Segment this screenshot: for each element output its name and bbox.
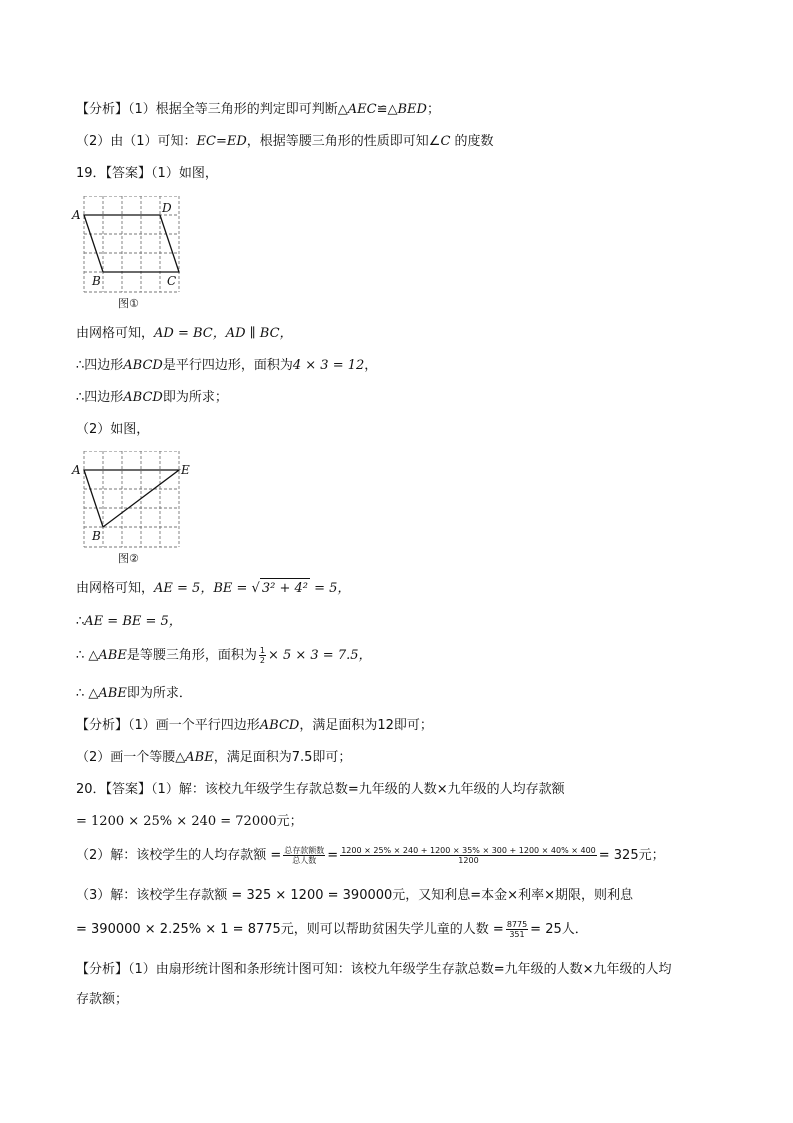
step-interest: = 390000 × 2.25% × 1 = 8775元，则可以帮助贫困失学儿童的人数 = $\frac{8775}{351}$ = 25人． — [76, 920, 588, 939]
figure-2-triangle — [70, 451, 190, 571]
label-a: A — [72, 463, 81, 477]
label-a: A — [72, 208, 81, 222]
answer-19-heading: 19．【答案】（1）如图， — [76, 166, 218, 181]
analysis-18-part2: （2）由（1）可知：EC=ED，根据等腰三角形的性质即可知∠C 的度数 — [76, 134, 494, 149]
analysis-18-part1: 【分析】（1）根据全等三角形的判定即可判断△AEC≌△BED； — [76, 102, 440, 117]
figure-1-parallelogram — [70, 196, 190, 316]
answer-20-heading: 20．【答案】（1）解：该校九年级学生存款总数=九年级的人数×九年级的人均存款额 — [76, 782, 565, 797]
analysis-19-part1: 【分析】（1）画一个平行四边形ABCD，满足面积为12即可； — [76, 718, 433, 733]
step-result-1: ∴四边形ABCD即为所求； — [76, 390, 228, 405]
step-isosceles: ∴ △ABE是等腰三角形，面积为 $\frac{1}{2}$ × 5 × 3 = 7.5， — [76, 646, 372, 665]
fraction-one-half: $\frac{1}{2}$ — [259, 646, 265, 665]
part2-heading: （2）如图， — [76, 422, 150, 437]
figure-2-caption: 图② — [118, 552, 139, 565]
figure-1-caption: 图① — [118, 297, 139, 310]
triangle-abe — [84, 470, 179, 527]
step-result-2: ∴ △ABE即为所求． — [76, 686, 192, 701]
label-d: D — [162, 201, 172, 215]
label-e: E — [181, 463, 190, 477]
parallelogram-abcd — [84, 215, 179, 272]
step-total-deposit: （3）解：该校学生存款额 = 325 × 1200 = 390000元，又知利息=本金×利率×期限，则利息 — [76, 888, 633, 903]
label-c: C — [167, 274, 177, 288]
step-parallelogram: ∴四边形ABCD是平行四边形，面积为4 × 3 = 12， — [76, 358, 378, 373]
fraction-total-over-people: $\frac{\text{总存款额数}}{\text{总人数}}$ — [284, 846, 325, 865]
step-average-deposit: （2）解：该校学生的人均存款额 = $\frac{\text{总存款额数}}{\text{总人数}}$ = $\frac{1200 \times 25\% \times 240 + 1200 \times 35\% \times 300 + 1200 \times 40\% \times 400}{1200}$ = 325元； — [76, 846, 665, 865]
step-grid-equal: 由网格可知，AD = BC，AD ∥ BC， — [76, 326, 293, 341]
fraction-weighted-average: $\frac{1200 \times 25\% \times 240 + 1200 \times 35\% \times 300 + 1200 \times 40\% \times 400}{1200}$ — [341, 846, 596, 865]
step-grid-lengths: 由网格可知，AE = 5，BE = √ 3² + 4² = 5， — [76, 578, 350, 599]
label-b: B — [92, 274, 101, 288]
fraction-children-count: $\frac{8775}{351}$ — [506, 920, 528, 939]
step-grade9-total: = 1200 × 25% × 240 = 72000元； — [76, 814, 303, 829]
step-equal-sides: ∴AE = BE = 5， — [76, 614, 182, 629]
analysis-20-line2: 存款额； — [76, 992, 129, 1007]
label-b: B — [92, 529, 101, 543]
analysis-19-part2: （2）画一个等腰△ABE，满足面积为7.5即可； — [76, 750, 352, 765]
analysis-20-line1: 【分析】（1）由扇形统计图和条形统计图可知：该校九年级学生存款总数=九年级的人数×九年级的人均 — [76, 962, 672, 977]
